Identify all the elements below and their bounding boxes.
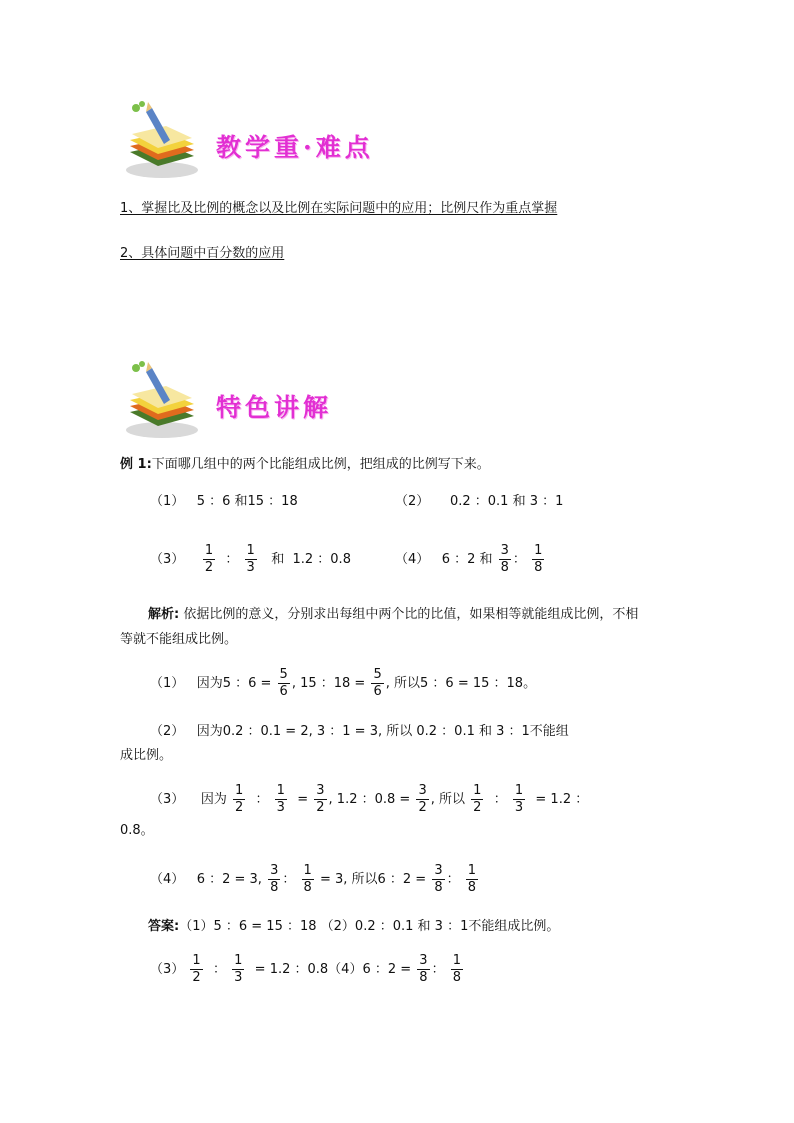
analysis-1 bbox=[150, 664, 536, 704]
fraction: $\frac{5}{6}$ bbox=[373, 667, 382, 699]
and-word: 和 bbox=[271, 552, 285, 567]
a3-number: （3） bbox=[150, 792, 185, 807]
q2-expression: 0.2 ：0.1 和 3 ：1 bbox=[449, 494, 564, 509]
analysis-text: 依据比例的意义，分别求出每组中两个比的比值，如果相等就能组成比例，不相 bbox=[183, 607, 639, 622]
fraction: $\frac{1}{3}$ bbox=[514, 783, 524, 815]
fraction: $\frac{3}{2}$ bbox=[418, 783, 427, 815]
fraction: $\frac{1}{2}$ bbox=[192, 953, 201, 985]
fraction: $\frac{3}{8}$ bbox=[270, 863, 279, 895]
answer-line-1 bbox=[148, 918, 559, 936]
q3-expression: 1.2 ：0.8 bbox=[292, 552, 351, 567]
example-label: 例 1: bbox=[120, 457, 152, 472]
fraction: $\frac{1}{8}$ bbox=[303, 863, 312, 895]
a3-text: , 1.2 ：0.8 = bbox=[328, 792, 411, 807]
q2-number: （2） bbox=[395, 494, 430, 509]
key-point-1: 1、掌握比及比例的概念以及比例在实际问题中的应用；比例尺作为重点掌握 bbox=[120, 201, 558, 216]
colon: ： bbox=[225, 552, 239, 567]
q4-expression: 6 ：2 和 bbox=[441, 552, 493, 567]
fraction: $\frac{3}{2}$ bbox=[316, 783, 325, 815]
answer-text: = 1.2 ：0.8（4）6 ：2 = bbox=[254, 962, 412, 977]
a1-text: , 15 ：18 = bbox=[291, 676, 366, 691]
a3-text: 因为 bbox=[200, 792, 227, 807]
fraction: $\frac{1}{2}$ bbox=[234, 783, 244, 815]
analysis-3 bbox=[150, 780, 588, 820]
colon: ： bbox=[493, 792, 507, 807]
fraction: $\frac{1}{3}$ bbox=[234, 953, 243, 985]
colon: ： bbox=[255, 792, 269, 807]
a4-text: = 3, 所以6 ：2 = bbox=[319, 872, 427, 887]
answer-label: 答案: bbox=[148, 919, 180, 934]
question-3 bbox=[150, 540, 351, 580]
analysis-3-line-2: 0.8。 bbox=[120, 823, 154, 838]
analysis-2-line-2: 成比例。 bbox=[120, 748, 173, 763]
book-pencil-icon bbox=[122, 100, 202, 180]
a3-text: = 1.2 ： bbox=[535, 792, 589, 807]
a4-text: 6 ：2 = 3, bbox=[196, 872, 262, 887]
colon: ： bbox=[512, 552, 526, 567]
analysis-line-2: 等就不能组成比例。 bbox=[120, 632, 238, 647]
answer-text: （1）5 ：6 = 15 ：18 （2）0.2 ：0.1 和 3 ：1不能组成比例。 bbox=[179, 919, 560, 934]
book-pencil-icon bbox=[122, 360, 202, 440]
a1-number: （1） bbox=[150, 676, 185, 691]
fraction: $\frac{1}{3}$ bbox=[276, 783, 285, 815]
a4-number: （4） bbox=[150, 872, 185, 887]
example-question-text: 下面哪几组中的两个比能组成比例，把组成的比例写下来。 bbox=[151, 457, 490, 472]
question-4 bbox=[395, 540, 546, 580]
question-2 bbox=[395, 493, 563, 511]
fraction: $\frac{1}{8}$ bbox=[534, 543, 543, 575]
section-title-explanation: 特色讲解 bbox=[216, 393, 333, 422]
fraction: $\frac{1}{8}$ bbox=[467, 863, 477, 895]
question-1 bbox=[150, 493, 298, 511]
colon: ： bbox=[282, 872, 296, 887]
answer-3-number: （3） bbox=[150, 962, 185, 977]
a2-text: 因为0.2 ：0.1 = 2, 3 ：1 = 3, 所以 0.2 ：0.1 和 3 ：1不能组 bbox=[196, 724, 569, 739]
a1-text: 因为5 ：6 = bbox=[196, 676, 272, 691]
key-point-2: 2、具体问题中百分数的应用 bbox=[120, 246, 285, 261]
a1-text: , 所以5 ：6 = 15 ：18。 bbox=[385, 676, 537, 691]
section-title-key-points: 教学重·难点 bbox=[216, 133, 374, 162]
colon: ： bbox=[431, 962, 445, 977]
a2-number: （2） bbox=[150, 724, 185, 739]
fraction: $\frac{1}{2}$ bbox=[473, 783, 482, 815]
fraction: $\frac{5}{6}$ bbox=[279, 667, 288, 699]
q4-number: （4） bbox=[395, 552, 430, 567]
analysis-line-1 bbox=[148, 606, 638, 624]
q1-expression: 5 ：6 和15 ：18 bbox=[196, 494, 298, 509]
analysis-4 bbox=[150, 860, 480, 900]
fraction: $\frac{3}{8}$ bbox=[500, 543, 509, 575]
q1-number: （1） bbox=[150, 494, 185, 509]
colon: ： bbox=[446, 872, 460, 887]
colon: ： bbox=[212, 962, 226, 977]
analysis-label: 解析: bbox=[148, 607, 180, 622]
example-question bbox=[120, 456, 490, 474]
analysis-2-line-1 bbox=[150, 723, 569, 741]
fraction: $\frac{3}{8}$ bbox=[419, 953, 428, 985]
fraction: $\frac{1}{8}$ bbox=[452, 953, 462, 985]
a3-text: , 所以 bbox=[430, 792, 466, 807]
answer-line-2 bbox=[150, 950, 465, 990]
equals: = bbox=[297, 792, 309, 807]
q3-number: （3） bbox=[150, 552, 185, 567]
fraction: $\frac{1}{2}$ bbox=[204, 543, 214, 575]
fraction: $\frac{1}{3}$ bbox=[246, 543, 255, 575]
fraction: $\frac{3}{8}$ bbox=[434, 863, 443, 895]
